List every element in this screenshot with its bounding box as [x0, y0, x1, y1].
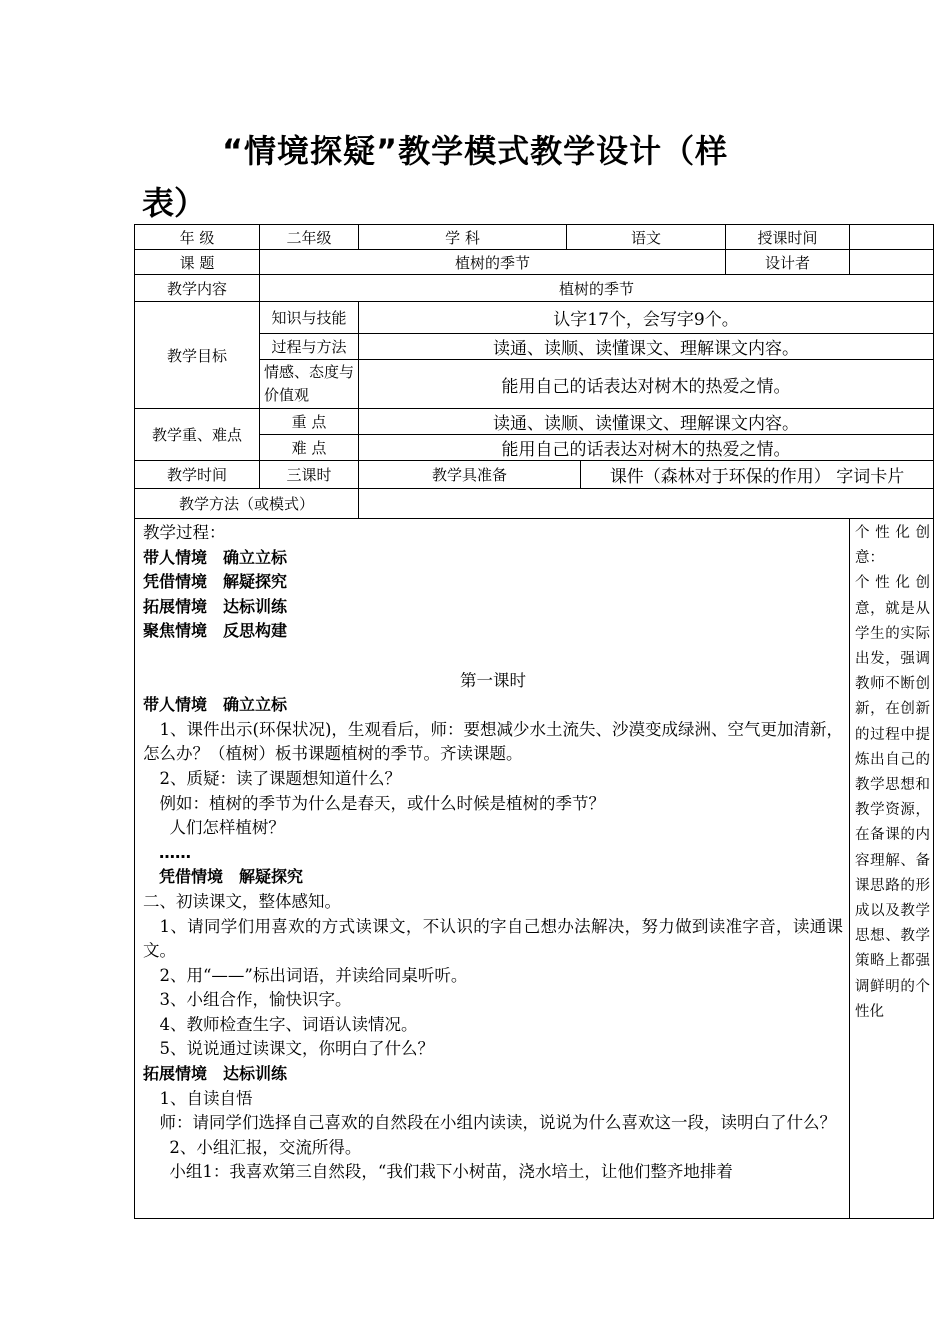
section-2-paragraph-5: 5、说说通过读课文，你明白了什么？ — [159, 1039, 434, 1059]
topic-label: 课 题 — [135, 250, 260, 275]
process-step-2: 凭借情境 解疑探究 — [143, 572, 288, 592]
content-value: 植树的季节 — [260, 275, 934, 302]
creativity-label: 个性化创意： — [855, 525, 931, 567]
grade-value: 二年级 — [260, 225, 359, 250]
designer-label: 设计者 — [726, 250, 850, 275]
subject-value: 语文 — [567, 225, 726, 250]
lesson-title: 第一课时 — [460, 670, 527, 690]
section-3-paragraph-2: 师：请同学们选择自己喜欢的自然段在小组内读读，说说为什么喜欢这一段，读明白了什么？ — [159, 1113, 836, 1133]
section-3-title: 拓展情境 达标训练 — [143, 1064, 288, 1084]
section-2-paragraph-4: 4、教师检查生字、词语认读情况。 — [159, 1014, 418, 1034]
difficult-value: 能用自己的话表达对树木的热爱之情。 — [359, 435, 934, 461]
section-1-ellipsis: …… — [159, 842, 191, 862]
goal-value-knowledge: 认字17个，会写字9个。 — [359, 302, 934, 334]
topic-value: 植树的季节 — [260, 250, 726, 275]
section-1-paragraph-2: 2、质疑：读了课题想知道什么？ — [159, 768, 401, 788]
section-2-paragraph-2: 2、用“——”标出词语，并读给同桌听听。 — [159, 965, 468, 985]
method-value — [359, 489, 934, 519]
tools-value: 课件（森林对于环保的作用） 字词卡片 — [581, 461, 934, 489]
creativity-column — [850, 519, 934, 1219]
process-step-4: 聚焦情境 反思构建 — [143, 621, 288, 641]
creativity-text: 个性化创意，就是从学生的实际出发，强调教师不断创新，在创新的过程中提炼出自己的教学思想和教学资源，在备课的内容理解、备课思路的形成以及教学思想、教学策略上都强调鲜明的个性化 — [855, 575, 931, 1020]
title-line-2: 表） — [142, 184, 207, 222]
key-point-label: 重 点 — [260, 409, 359, 435]
difficult-label: 难 点 — [260, 435, 359, 461]
section-2-title: 凭借情境 解疑探究 — [159, 867, 304, 887]
grade-label: 年 级 — [135, 225, 260, 250]
key-point-value: 读通、读顺、读懂课文、理解课文内容。 — [359, 409, 934, 435]
goal-value-emotion: 能用自己的话表达对树木的热爱之情。 — [359, 360, 934, 409]
goals-label: 教学目标 — [135, 302, 260, 409]
section-3-paragraph-4: 小组1：我喜欢第三自然段，“我们栽下小树苗，浇水培土，让他们整齐地排着 — [169, 1162, 733, 1182]
tools-label: 教学具准备 — [359, 461, 581, 489]
section-2-paragraph-1: 1、请同学们用喜欢的方式读课文，不认识的字自己想办法解决，努力做到读准字音，读通课文。 — [143, 916, 844, 961]
title-line-1: “情境探疑”教学模式教学设计（样 — [222, 132, 729, 170]
section-1-title: 带人情境 确立立标 — [143, 695, 288, 715]
process-step-1: 带人情境 确立立标 — [143, 547, 288, 567]
section-2-paragraph-3: 3、小组合作，愉快识字。 — [159, 990, 352, 1010]
goal-label-emotion: 情感、态度与价值观 — [260, 360, 359, 409]
section-1-paragraph-1: 1、课件出示(环保状况)，生观看后，师：要想减少水土流失、沙漠变成绿洲、空气更加清新，怎么办？（植树）板书课题植树的季节。齐读课题。 — [143, 719, 844, 764]
section-1-paragraph-4: 人们怎样植树？ — [169, 818, 285, 838]
lesson-plan-table — [134, 224, 934, 1219]
section-3-paragraph-3: 2、小组汇报，交流所得。 — [169, 1137, 362, 1157]
process-heading: 教学过程： — [143, 523, 226, 542]
content-label: 教学内容 — [135, 275, 260, 302]
teach-time-value — [850, 225, 934, 250]
teaching-process — [135, 519, 850, 1219]
section-3-paragraph-1: 1、自读自悟 — [159, 1088, 253, 1108]
goal-value-process: 读通、读顺、读懂课文、理解课文内容。 — [359, 334, 934, 360]
section-2-subtitle: 二、初读课文，整体感知。 — [143, 891, 341, 911]
time-value: 三课时 — [260, 461, 359, 489]
subject-label: 学 科 — [359, 225, 567, 250]
goal-label-knowledge: 知识与技能 — [260, 302, 359, 334]
teach-time-label: 授课时间 — [726, 225, 850, 250]
designer-value — [850, 250, 934, 275]
document-title — [142, 125, 832, 229]
time-label: 教学时间 — [135, 461, 260, 489]
section-1-paragraph-3: 例如：植树的季节为什么是春天，或什么时候是植树的季节？ — [159, 793, 605, 813]
process-step-3: 拓展情境 达标训练 — [143, 596, 288, 616]
key-label: 教学重、难点 — [135, 409, 260, 461]
method-label: 教学方法（或模式） — [135, 489, 359, 519]
goal-label-process: 过程与方法 — [260, 334, 359, 360]
